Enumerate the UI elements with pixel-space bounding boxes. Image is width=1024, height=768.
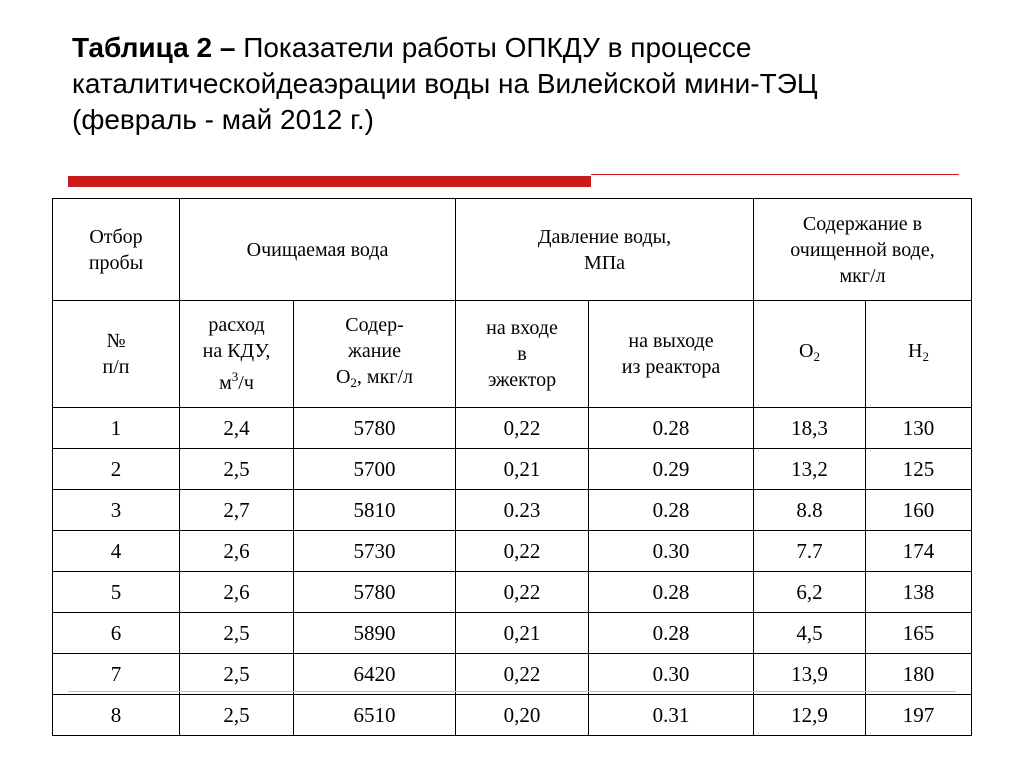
cell-num: 8 xyxy=(53,695,180,736)
header-pressure xyxy=(456,199,754,301)
table-row xyxy=(53,408,972,449)
title-dash: – xyxy=(219,32,236,63)
header-o2-line2: жание xyxy=(348,340,401,362)
cell-num: 1 xyxy=(53,408,180,449)
header-flow-line2: на КДУ, xyxy=(202,340,271,362)
cell-o2-content: 5780 xyxy=(294,572,456,613)
header-inlet-line3: эжектор xyxy=(487,369,557,391)
table-row xyxy=(53,531,972,572)
cell-flow: 2,5 xyxy=(180,654,294,695)
title-line-2: каталитическойдеаэрации воды на Вилейской мини-ТЭЦ xyxy=(72,68,818,99)
cell-h2: 197 xyxy=(866,695,972,736)
cell-pressure-in: 0,22 xyxy=(456,654,589,695)
header-flow-unit: м xyxy=(219,372,232,394)
header-o2-tail: , мкг/л xyxy=(356,366,414,388)
cell-o2: 13,2 xyxy=(754,449,866,490)
cell-o2: 13,9 xyxy=(754,654,866,695)
header-num-label: п/п xyxy=(102,356,130,378)
table-row xyxy=(53,449,972,490)
table-row xyxy=(53,654,972,695)
header-content-text: Содержание в очищенной воде, мкг/л xyxy=(790,212,935,287)
header-o2-sym: О xyxy=(335,366,351,388)
table-row xyxy=(53,572,972,613)
cell-o2-content: 5730 xyxy=(294,531,456,572)
header-inlet xyxy=(456,301,589,408)
header-row-1 xyxy=(53,199,972,301)
header-flow-line1: расход xyxy=(208,314,265,336)
cell-flow: 2,6 xyxy=(180,531,294,572)
cell-num: 2 xyxy=(53,449,180,490)
cell-flow: 2,7 xyxy=(180,490,294,531)
cell-pressure-out: 0.30 xyxy=(589,654,754,695)
cell-o2: 18,3 xyxy=(754,408,866,449)
header-row-2 xyxy=(53,301,972,408)
cell-pressure-out: 0.28 xyxy=(589,408,754,449)
header-pressure-label: Давление воды, xyxy=(537,225,672,248)
header-flow xyxy=(180,301,294,408)
cell-o2-content: 5700 xyxy=(294,449,456,490)
cell-o2: 8.8 xyxy=(754,490,866,531)
cell-o2: 4,5 xyxy=(754,613,866,654)
cell-o2-content: 5890 xyxy=(294,613,456,654)
cell-pressure-out: 0.28 xyxy=(589,572,754,613)
data-table xyxy=(52,198,972,736)
header-sample-text: Отбор пробы xyxy=(88,225,144,274)
cell-pressure-in: 0,22 xyxy=(456,408,589,449)
cell-h2: 160 xyxy=(866,490,972,531)
header-content-h2-sym: Н xyxy=(908,340,923,362)
cell-num: 6 xyxy=(53,613,180,654)
cell-pressure-in: 0.23 xyxy=(456,490,589,531)
table-body xyxy=(53,408,972,736)
cell-h2: 174 xyxy=(866,531,972,572)
header-content-h2-sub: 2 xyxy=(922,349,929,364)
cell-h2: 130 xyxy=(866,408,972,449)
cell-o2: 12,9 xyxy=(754,695,866,736)
cell-pressure-out: 0.29 xyxy=(589,449,754,490)
cell-o2-content: 6420 xyxy=(294,654,456,695)
title-line-1 xyxy=(72,30,972,66)
cell-pressure-in: 0,22 xyxy=(456,531,589,572)
cell-pressure-in: 0,20 xyxy=(456,695,589,736)
cell-num: 3 xyxy=(53,490,180,531)
cell-num: 4 xyxy=(53,531,180,572)
accent-bar xyxy=(68,176,591,187)
accent-bottom-line xyxy=(68,691,956,692)
cell-pressure-out: 0.31 xyxy=(589,695,754,736)
header-pressure-unit: МПа xyxy=(583,251,626,274)
header-inlet-line2: в xyxy=(517,343,527,365)
header-inlet-line1: на входе xyxy=(486,317,558,339)
header-outlet-line1: на выходе xyxy=(628,330,714,352)
cell-flow: 2,5 xyxy=(180,613,294,654)
cell-pressure-out: 0.28 xyxy=(589,613,754,654)
cell-pressure-in: 0,21 xyxy=(456,613,589,654)
cell-pressure-out: 0.30 xyxy=(589,531,754,572)
cell-h2: 125 xyxy=(866,449,972,490)
cell-o2-content: 5810 xyxy=(294,490,456,531)
table-row xyxy=(53,490,972,531)
cell-o2: 7.7 xyxy=(754,531,866,572)
title-lead: Таблица 2 xyxy=(72,32,213,63)
cell-num: 7 xyxy=(53,654,180,695)
cell-pressure-in: 0,22 xyxy=(456,572,589,613)
cell-h2: 138 xyxy=(866,572,972,613)
header-flow-unit-tail: /ч xyxy=(238,372,254,394)
cell-pressure-out: 0.28 xyxy=(589,490,754,531)
header-content xyxy=(754,199,972,301)
header-num-symbol: № xyxy=(106,330,126,352)
table-row xyxy=(53,695,972,736)
header-sample xyxy=(53,199,180,301)
cell-pressure-in: 0,21 xyxy=(456,449,589,490)
header-content-h2 xyxy=(866,301,972,408)
title-line-3: (февраль - май 2012 г.) xyxy=(72,104,374,135)
cell-o2: 6,2 xyxy=(754,572,866,613)
header-outlet-line2: из реактора xyxy=(621,356,721,378)
header-content-o2-sub: 2 xyxy=(813,349,820,364)
table-row xyxy=(53,613,972,654)
cell-flow: 2,4 xyxy=(180,408,294,449)
cell-o2-content: 6510 xyxy=(294,695,456,736)
header-content-o2-sym: О xyxy=(799,340,814,362)
cell-o2-content: 5780 xyxy=(294,408,456,449)
header-flow-unit-sup: 3 xyxy=(231,369,239,384)
header-outlet xyxy=(589,301,754,408)
cell-h2: 165 xyxy=(866,613,972,654)
title-line-1-rest: Показатели работы ОПКДУ в процессе xyxy=(235,32,752,63)
accent-line xyxy=(591,174,959,175)
header-o2-line1: Содер- xyxy=(345,314,404,336)
header-num xyxy=(53,301,180,408)
cell-num: 5 xyxy=(53,572,180,613)
header-water: Очищаемая вода xyxy=(180,199,456,301)
header-content-o2 xyxy=(754,301,866,408)
cell-flow: 2,5 xyxy=(180,695,294,736)
page-title xyxy=(72,30,972,138)
cell-flow: 2,5 xyxy=(180,449,294,490)
header-o2-sub: 2 xyxy=(350,375,357,390)
cell-flow: 2,6 xyxy=(180,572,294,613)
cell-h2: 180 xyxy=(866,654,972,695)
header-o2 xyxy=(294,301,456,408)
